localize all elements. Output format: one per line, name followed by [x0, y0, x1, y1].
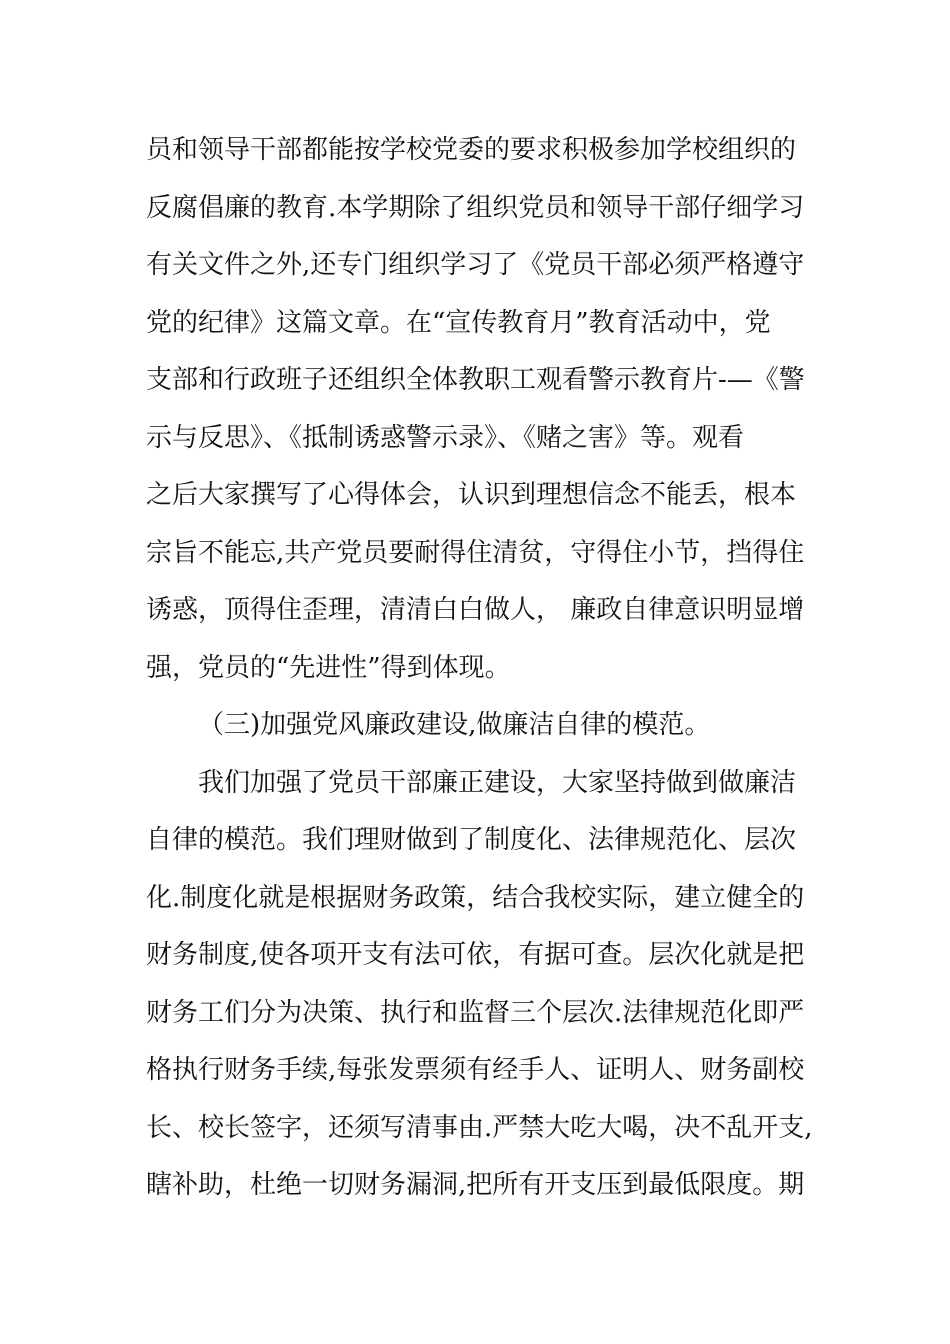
section-heading: （三)加强党风廉政建设,做廉洁自律的模范。: [198, 710, 711, 740]
paragraph-line: 反腐倡廉的教育.本学期除了组织党员和领导干部仔细学习: [146, 192, 805, 223]
paragraph-line: 财务制度,使各项开支有法可依，有据可查。层次化就是把: [146, 940, 805, 970]
paragraph-line: 强，党员的“先进性”得到体现。: [146, 652, 511, 683]
paragraph-line: 有关文件之外,还专门组织学习了《党员干部必须严格遵守: [146, 250, 805, 280]
paragraph-line: 宗旨不能忘,共产党员要耐得住清贫，守得住小节，挡得住: [146, 537, 805, 568]
paragraph-line: 长、校长签字，还须写清事由.严禁大吃大喝，决不乱开支,: [146, 1112, 813, 1143]
paragraph-line: 支部和行政班子还组织全体教职工观看警示教育片-—《警: [146, 365, 805, 395]
paragraph-line: 诱惑，顶得住歪理，清清白白做人， 廉政自律意识明显增: [146, 595, 805, 625]
paragraph-line: 之后大家撰写了心得体会，认识到理想信念不能丢，根本: [146, 480, 797, 510]
paragraph-line: 自律的模范。我们理财做到了制度化、法律规范化、层次: [146, 825, 797, 855]
paragraph-line: 示与反思》、《抵制诱惑警示录》、《赌之害》等。观看: [146, 422, 745, 453]
document-body: [146, 122, 813, 1215]
paragraph-line: 瞎补助，杜绝一切财务漏洞,把所有开支压到最低限度。期: [146, 1170, 805, 1200]
paragraph-line: 格执行财务手续,每张发票须有经手人、证明人、财务副校: [146, 1055, 805, 1085]
paragraph-line: 党的纪律》这篇文章。在“宣传教育月”教育活动中，党: [146, 307, 771, 338]
paragraph-line: 化.制度化就是根据财务政策，结合我校实际，建立健全的: [146, 882, 805, 913]
paragraph-line: 员和领导干部都能按学校党委的要求积极参加学校组织的: [146, 135, 797, 165]
paragraph-line: 我们加强了党员干部廉正建设，大家坚持做到做廉洁: [198, 767, 797, 798]
paragraph-line: 财务工们分为决策、执行和监督三个层次.法律规范化即严: [146, 997, 805, 1028]
